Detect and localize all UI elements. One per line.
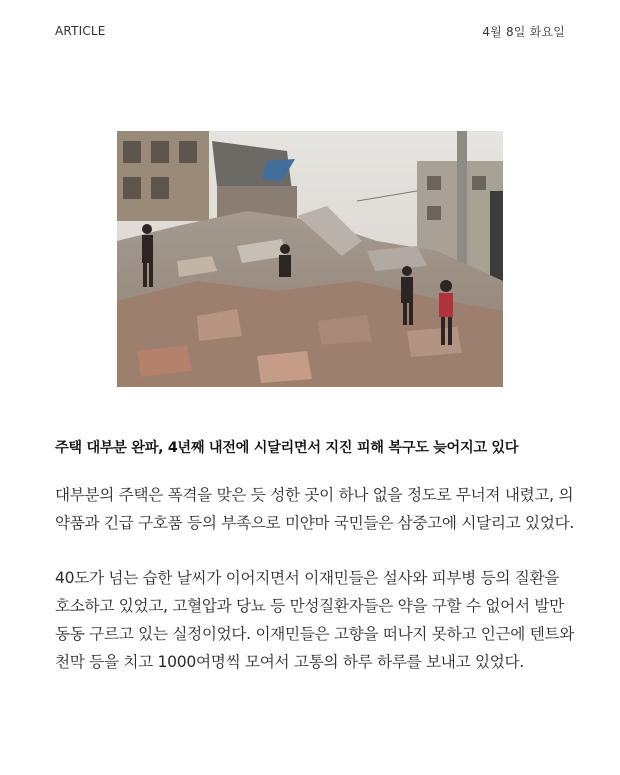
article-paragraph-2: 40도가 넘는 습한 날씨가 이어지면서 이재민들은 설사와 피부병 등의 질환을 호소하고 있었고, 고혈압과 당뇨 등 만성질환자들은 약을 구할 수 없어서 발만 동동 구르고 있는 실정이었다. 이재민들은 고향을 떠나지 못하고 인근에 텐트와 천막 등을 치고 1000여명씩 모여서 고통의 하루 하루를 보내고 있었다. — [55, 569, 575, 671]
date-label: 4월 8일 화요일 — [482, 24, 565, 39]
article-headline: 주택 대부분 완파, 4년째 내전에 시달리면서 지진 피해 복구도 늦어지고 있다 — [55, 440, 519, 456]
article-photo — [117, 131, 503, 387]
publisher-logo — [558, 716, 618, 772]
article-paragraph-1: 대부분의 주택은 폭격을 맞은 듯 성한 곳이 하나 없을 정도로 무너져 내렸고, 의약품과 긴급 구호품 등의 부족으로 미얀마 국민들은 삼중고에 시달리고 있었다. — [55, 486, 575, 532]
section-label: ARTICLE — [55, 24, 106, 38]
page-header — [55, 22, 565, 40]
